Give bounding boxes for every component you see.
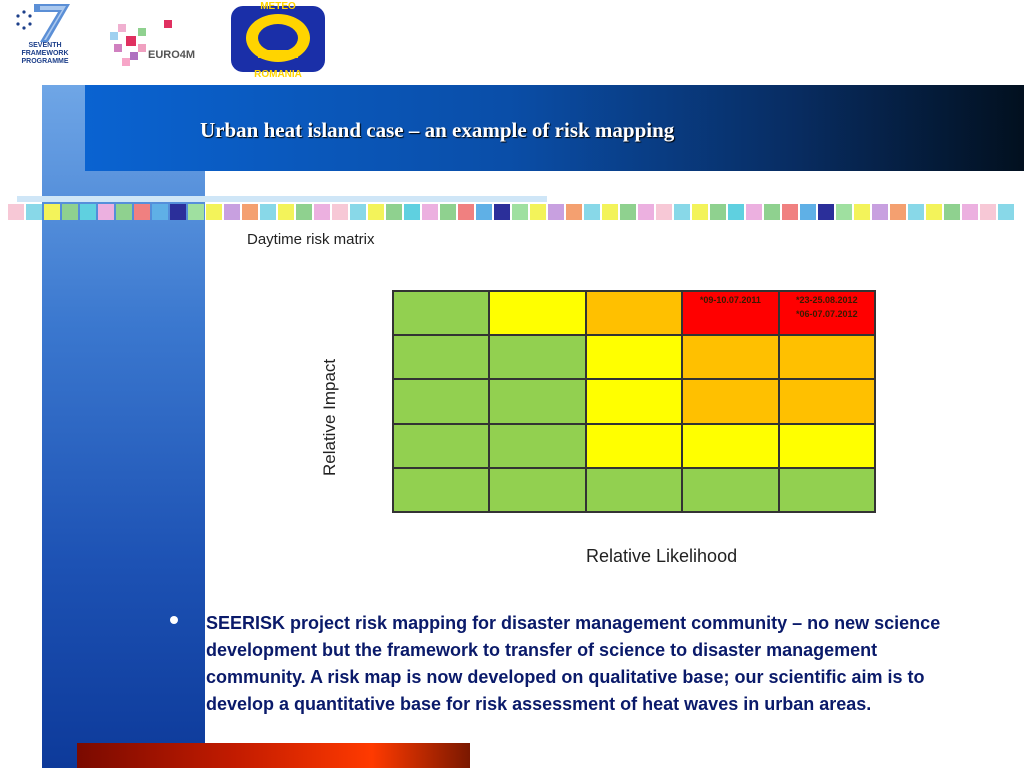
matrix-cell-r2-c1 (489, 379, 585, 423)
risk-matrix (392, 290, 876, 513)
cell-annotation: *23-25.08.2012 *06-07.07.2012 (796, 295, 858, 319)
stripe-square (494, 204, 510, 220)
stripe-square (980, 204, 996, 220)
matrix-cell-r2-c2 (586, 379, 682, 423)
stripe-square (656, 204, 672, 220)
bottom-accent-bar (77, 743, 470, 768)
meteo-top-text: METEO (260, 1, 296, 12)
stripe-square (404, 204, 420, 220)
stripe-square (818, 204, 834, 220)
stripe-square (314, 204, 330, 220)
y-axis-label: Relative Impact (320, 358, 339, 476)
euro4m-label: EURO4M (148, 49, 196, 61)
matrix-cell-r3-c1 (489, 424, 585, 468)
matrix-cell-r0-c4 (779, 291, 875, 335)
fp7-caption (4, 42, 86, 66)
stripe-square (368, 204, 384, 220)
stripe-square (98, 204, 114, 220)
matrix-cell-r0-c0 (393, 291, 489, 335)
stripe-square (854, 204, 870, 220)
decorative-stripe (8, 204, 1024, 220)
stripe-square (224, 204, 240, 220)
matrix-cell-r1-c4 (779, 335, 875, 379)
matrix-cell-r1-c1 (489, 335, 585, 379)
stripe-square (8, 204, 24, 220)
meteo-romania-logo (228, 0, 328, 80)
matrix-cell-r0-c3 (682, 291, 778, 335)
matrix-cell-r1-c3 (682, 335, 778, 379)
stripe-square (116, 204, 132, 220)
bullet-icon (170, 616, 178, 624)
stripe-square (206, 204, 222, 220)
stripe-square (836, 204, 852, 220)
divider-line (17, 196, 547, 202)
stripe-square (152, 204, 168, 220)
stripe-square (638, 204, 654, 220)
stripe-square (242, 204, 258, 220)
fp7-logo (4, 2, 86, 64)
stripe-square (80, 204, 96, 220)
euro4m-squares-icon (108, 18, 220, 74)
cell-annotation: *09-10.07.2011 (699, 295, 761, 305)
stripe-square (134, 204, 150, 220)
stripe-square (602, 204, 618, 220)
matrix-cell-r4-c2 (586, 468, 682, 512)
matrix-cell-r4-c0 (393, 468, 489, 512)
stripe-square (800, 204, 816, 220)
stripe-square (188, 204, 204, 220)
figure-caption: Daytime risk matrix (247, 231, 375, 248)
stripe-square (620, 204, 636, 220)
stripe-square (260, 204, 276, 220)
matrix-cell-r4-c1 (489, 468, 585, 512)
stripe-square (944, 204, 960, 220)
matrix-cell-r1-c2 (586, 335, 682, 379)
stripe-square (386, 204, 402, 220)
stripe-square (566, 204, 582, 220)
left-blue-bar (42, 85, 205, 768)
matrix-cell-r0-c2 (586, 291, 682, 335)
matrix-cell-r3-c0 (393, 424, 489, 468)
stripe-square (764, 204, 780, 220)
matrix-cell-r2-c4 (779, 379, 875, 423)
matrix-cell-r4-c3 (682, 468, 778, 512)
stripe-square (530, 204, 546, 220)
stripe-square (350, 204, 366, 220)
stripe-square (674, 204, 690, 220)
meteo-bottom-text: ROMANIA (254, 69, 302, 80)
matrix-cell-r1-c0 (393, 335, 489, 379)
stripe-square (692, 204, 708, 220)
matrix-cell-r3-c3 (682, 424, 778, 468)
stripe-square (962, 204, 978, 220)
stripe-square (476, 204, 492, 220)
matrix-cell-r2-c0 (393, 379, 489, 423)
stripe-square (44, 204, 60, 220)
stripe-square (926, 204, 942, 220)
stripe-square (26, 204, 42, 220)
matrix-cell-r4-c4 (779, 468, 875, 512)
slide-title: Urban heat island case – an example of risk mapping (200, 118, 675, 142)
stripe-square (548, 204, 564, 220)
fp7-caption-line2: PROGRAMME (21, 58, 69, 65)
matrix-cell-r2-c3 (682, 379, 778, 423)
fp7-caption-line1: SEVENTH FRAMEWORK (21, 42, 69, 57)
x-axis-label: Relative Likelihood (586, 546, 738, 566)
stripe-square (440, 204, 456, 220)
stripe-square (512, 204, 528, 220)
stripe-square (584, 204, 600, 220)
stripe-square (872, 204, 888, 220)
stripe-square (998, 204, 1014, 220)
fp7-emblem-icon (4, 2, 86, 44)
stripe-square (62, 204, 78, 220)
matrix-cell-r3-c2 (586, 424, 682, 468)
stripe-square (782, 204, 798, 220)
stripe-square (422, 204, 438, 220)
matrix-cell-r0-c1 (489, 291, 585, 335)
euro4m-logo (108, 18, 220, 74)
stripe-square (908, 204, 924, 220)
stripe-square (458, 204, 474, 220)
stripe-square (710, 204, 726, 220)
stripe-square (296, 204, 312, 220)
stripe-square (890, 204, 906, 220)
meteo-emblem-icon (228, 0, 328, 80)
matrix-cell-r3-c4 (779, 424, 875, 468)
bullet-text: SEERISK project risk mapping for disaster management community – no new science development but the framework to transfer of science to disaster management community. A risk map is now developed on qualitative base; our scientific aim is to develop a quantitative base for risk assessment of heat waves in urban areas. (206, 613, 941, 714)
stripe-square (728, 204, 744, 220)
stripe-square (746, 204, 762, 220)
stripe-square (332, 204, 348, 220)
stripe-square (278, 204, 294, 220)
stripe-square (170, 204, 186, 220)
